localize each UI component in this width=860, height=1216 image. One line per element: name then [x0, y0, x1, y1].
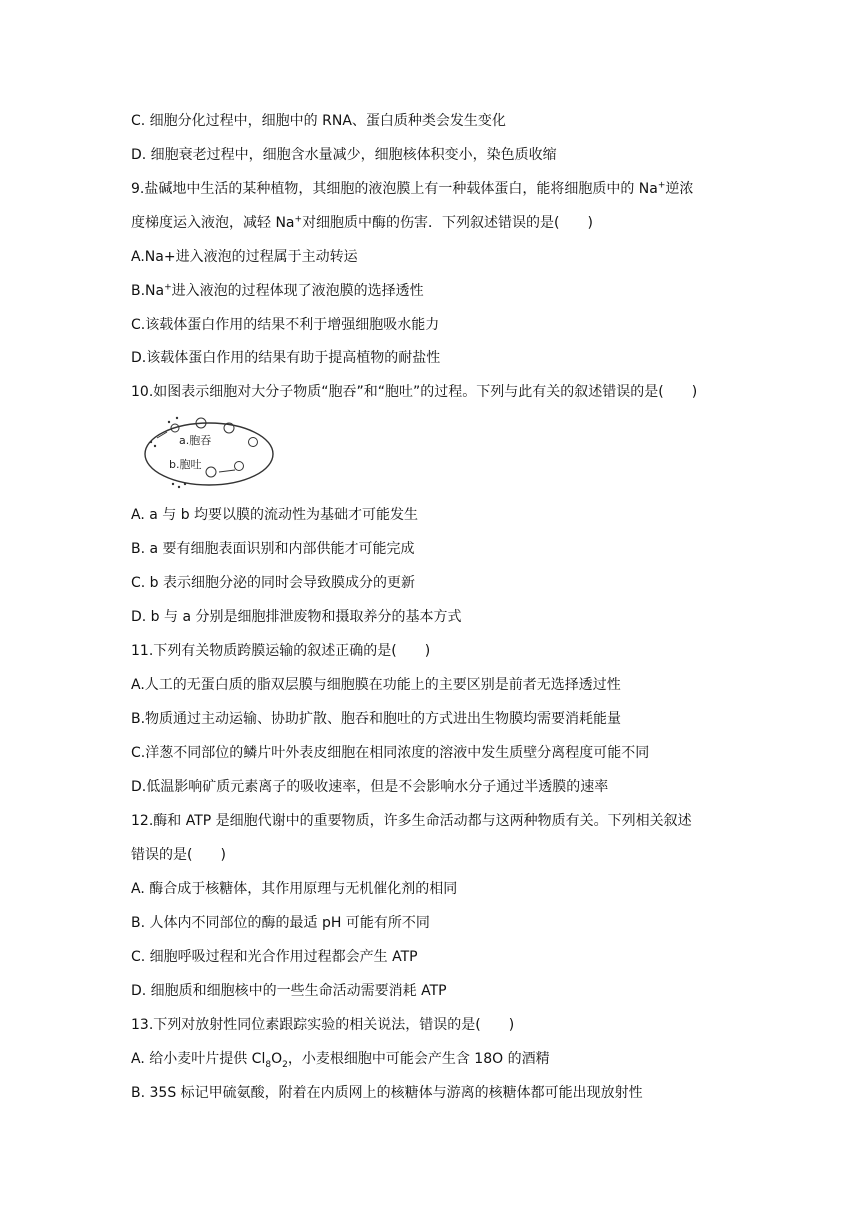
- vesicle-icon: [206, 467, 216, 477]
- question-9-stem-line2: [131, 213, 741, 233]
- molecule-dot: [168, 421, 170, 423]
- option-11b: B.物质通过主动运输、协助扩散、胞吞和胞吐的方式进出生物膜均需要消耗能量: [131, 711, 622, 727]
- q9-text-1: 9.盐碱地中生活的某种植物，其细胞的液泡膜上有一种载体蛋白，能将细胞质中的 Na: [131, 181, 658, 197]
- q9b-prefix: B.Na: [131, 283, 165, 299]
- q9b-tail: 进入液泡的过程体现了液泡膜的选择透性: [171, 283, 424, 299]
- molecule-dot: [184, 483, 186, 485]
- vesicle-icon: [235, 462, 244, 471]
- question-12-stem-line2: 错误的是( ): [131, 847, 226, 863]
- label-exocytosis: b.胞吐: [169, 458, 202, 471]
- q13a-sub-1: 8: [265, 1059, 272, 1070]
- molecule-dot: [150, 441, 152, 443]
- question-12-stem-line1: 12.酶和 ATP 是细胞代谢中的重要物质，许多生命活动都与这两种物质有关。下列相关叙述: [131, 813, 692, 829]
- q9-text-2-tail: 对细胞质中酶的伤害．下列叙述错误的是( ): [302, 215, 593, 231]
- option-13b: B. 35S 标记甲硫氨酸，附着在内质网上的核糖体与游离的核糖体都可能出现放射性: [131, 1085, 643, 1101]
- option-12a: A. 酶合成于核糖体，其作用原理与无机催化剂的相同: [131, 881, 458, 897]
- question-9-stem-line1: [131, 179, 741, 199]
- q13a-tail: ，小麦根细胞中可能会产生含 18O 的酒精: [287, 1051, 550, 1067]
- option-8d: D. 细胞衰老过程中，细胞含水量减少，细胞核体积变小，染色质收缩: [131, 147, 557, 163]
- question-11-stem: 11.下列有关物质跨膜运输的叙述正确的是( ): [131, 643, 431, 659]
- q13a-prefix: A. 给小麦叶片提供 Cl: [131, 1051, 266, 1067]
- option-12b: B. 人体内不同部位的酶的最适 pH 可能有所不同: [131, 915, 430, 931]
- option-10d: D. b 与 a 分别是细胞排泄废物和摄取养分的基本方式: [131, 609, 462, 625]
- option-10c: C. b 表示细胞分泌的同时会导致膜成分的更新: [131, 575, 416, 591]
- q9-sup-1: +: [657, 180, 666, 191]
- option-12d: D. 细胞质和细胞核中的一些生命活动需要消耗 ATP: [131, 983, 447, 999]
- option-11a: A.人工的无蛋白质的脂双层膜与细胞膜在功能上的主要区别是前者无选择透过性: [131, 677, 621, 693]
- question-13-stem: 13.下列对放射性同位素跟踪实验的相关说法，错误的是( ): [131, 1017, 515, 1033]
- option-11d: D.低温影响矿质元素离子的吸收速率，但是不会影响水分子通过半透膜的速率: [131, 779, 609, 795]
- vesicle-icon: [249, 438, 258, 447]
- q13a-sub-2: 2: [282, 1059, 288, 1070]
- q13a-mid: O: [271, 1051, 283, 1067]
- option-9d: D.该载体蛋白作用的结果有助于提高植物的耐盐性: [131, 350, 441, 366]
- q9-text-1-tail: 逆浓: [665, 181, 694, 197]
- arrow-icon: [219, 470, 235, 472]
- option-10b: B. a 要有细胞表面识别和内部供能才可能完成: [131, 541, 415, 557]
- option-10a: A. a 与 b 均要以膜的流动性为基础才可能发生: [131, 507, 419, 523]
- option-13a: [131, 1049, 741, 1069]
- option-9b: [131, 281, 741, 301]
- molecule-dot: [172, 483, 174, 485]
- cell-membrane: [145, 423, 273, 485]
- option-11c: C.洋葱不同部位的鳞片叶外表皮细胞在相同浓度的溶液中发生质壁分离程度可能不同: [131, 745, 650, 761]
- molecule-dot: [154, 445, 156, 447]
- option-12c: C. 细胞呼吸过程和光合作用过程都会产生 ATP: [131, 949, 418, 965]
- q9b-sup: +: [164, 282, 172, 293]
- question-10-stem: 10.如图表示细胞对大分子物质“胞吞”和“胞吐”的过程。下列与此有关的叙述错误的是( ): [131, 384, 698, 400]
- molecule-dot: [176, 417, 178, 419]
- q9-sup-2: +: [294, 214, 303, 225]
- q9-text-2: 度梯度运入液泡，减轻 Na: [131, 215, 295, 231]
- option-8c: C. 细胞分化过程中，细胞中的 RNA、蛋白质种类会发生变化: [131, 113, 506, 129]
- molecule-dot: [178, 486, 180, 488]
- label-endocytosis: a.胞吞: [179, 434, 212, 447]
- option-9a: A.Na+进入液泡的过程属于主动转运: [131, 249, 358, 265]
- option-9c: C.该载体蛋白作用的结果不利于增强细胞吸水能力: [131, 317, 440, 333]
- endocytosis-exocytosis-diagram: [131, 414, 277, 490]
